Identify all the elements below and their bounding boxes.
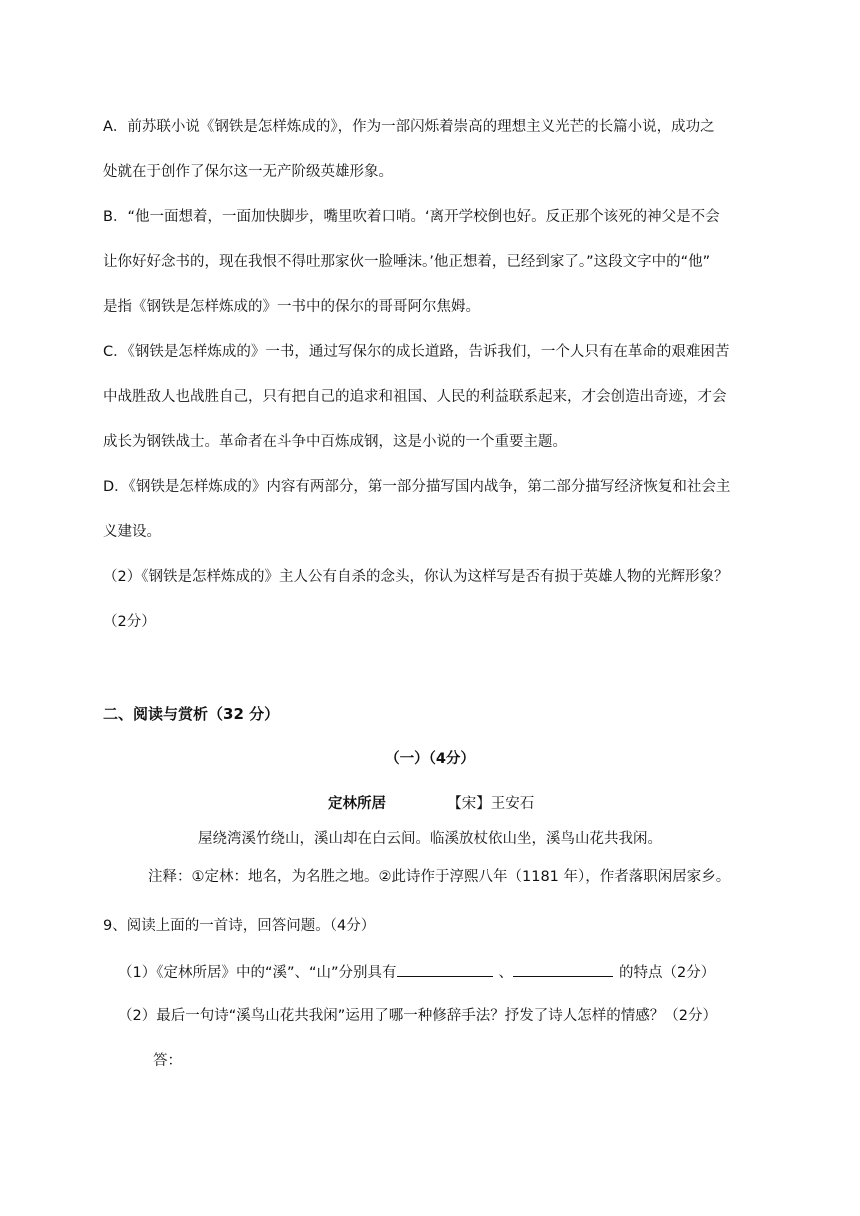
sub-1-separator: 、 <box>498 965 514 981</box>
option-c-line-2: 中战胜敌人也战胜自己，只有把自己的追求和祖国、人民的利益联系起来，才会创造出奇迹，才会 <box>103 389 727 405</box>
answer-blank-1[interactable] <box>397 961 493 977</box>
section-heading: 二、阅读与赏析（32 分） <box>103 705 280 723</box>
poem-text: 屋绕湾溪竹绕山，溪山却在白云间。临溪放杖依山坐，溪鸟山花共我闲。 <box>198 831 662 847</box>
option-b-line-1: B．“他一面想着，一面加快脚步，嘴里吹着口哨。‘离开学校倒也好。反正那个该死的神父是不会 <box>103 209 720 225</box>
answer-blank-2[interactable] <box>513 961 613 977</box>
question-2-line-2: （2分） <box>103 614 156 630</box>
option-d-line-1: D．《钢铁是怎样炼成的》内容有两部分，第一部分描写国内战争，第二部分描写经济恢复和社会主 <box>103 479 731 495</box>
option-d-line-2: 义建设。 <box>103 524 161 540</box>
option-c-line-1: C．《钢铁是怎样炼成的》一书，通过写保尔的成长道路，告诉我们，一个人只有在革命的艰难困苦 <box>103 344 730 360</box>
option-b-line-2: 让你好好念书的，现在我恨不得吐那家伙一脸唾沫。’他正想着，已经到家了。”这段文字中的“他” <box>103 254 711 270</box>
question-9-stem: 9、阅读上面的一首诗，回答问题。（4分） <box>103 918 376 934</box>
question-2-line-1: （2）《钢铁是怎样炼成的》主人公有自杀的念头，你认为这样写是否有损于英雄人物的光辉形象？ <box>103 569 729 585</box>
question-9-sub-1 <box>118 961 715 983</box>
option-a-line-1: A．前苏联小说《钢铁是怎样炼成的》，作为一部闪烁着崇高的理想主义光芒的长篇小说，成功之 <box>103 119 715 135</box>
option-a-line-2: 处就在于创作了保尔这一无产阶级英雄形象。 <box>103 164 393 180</box>
option-c-line-3: 成长为钢铁战士。革命者在斗争中百炼成钢，这是小说的一个重要主题。 <box>103 434 567 450</box>
poem-note: 注释：①定林：地名，为名胜之地。②此诗作于淳熙八年（1181 年），作者落职闲居家乡。 <box>148 869 731 885</box>
poem-author: 【宋】王安石 <box>447 796 535 812</box>
poem-title: 定林所居 <box>328 796 386 812</box>
option-b-line-3: 是指《钢铁是怎样炼成的》一书中的保尔的哥哥阿尔焦姆。 <box>103 299 480 315</box>
answer-label: 答： <box>153 1053 182 1069</box>
sub-1-suffix: 的特点（2分） <box>619 965 716 981</box>
poem-title-row <box>328 794 534 814</box>
question-9-sub-2: （2）最后一句诗“溪鸟山花共我闲”运用了哪一种修辞手法？抒发了诗人怎样的情感？（2分） <box>118 1008 717 1024</box>
part-one-heading: （一）（4分） <box>385 751 475 767</box>
sub-1-prefix: （1）《定林所居》中的“溪”、“山”分别具有 <box>118 965 397 981</box>
